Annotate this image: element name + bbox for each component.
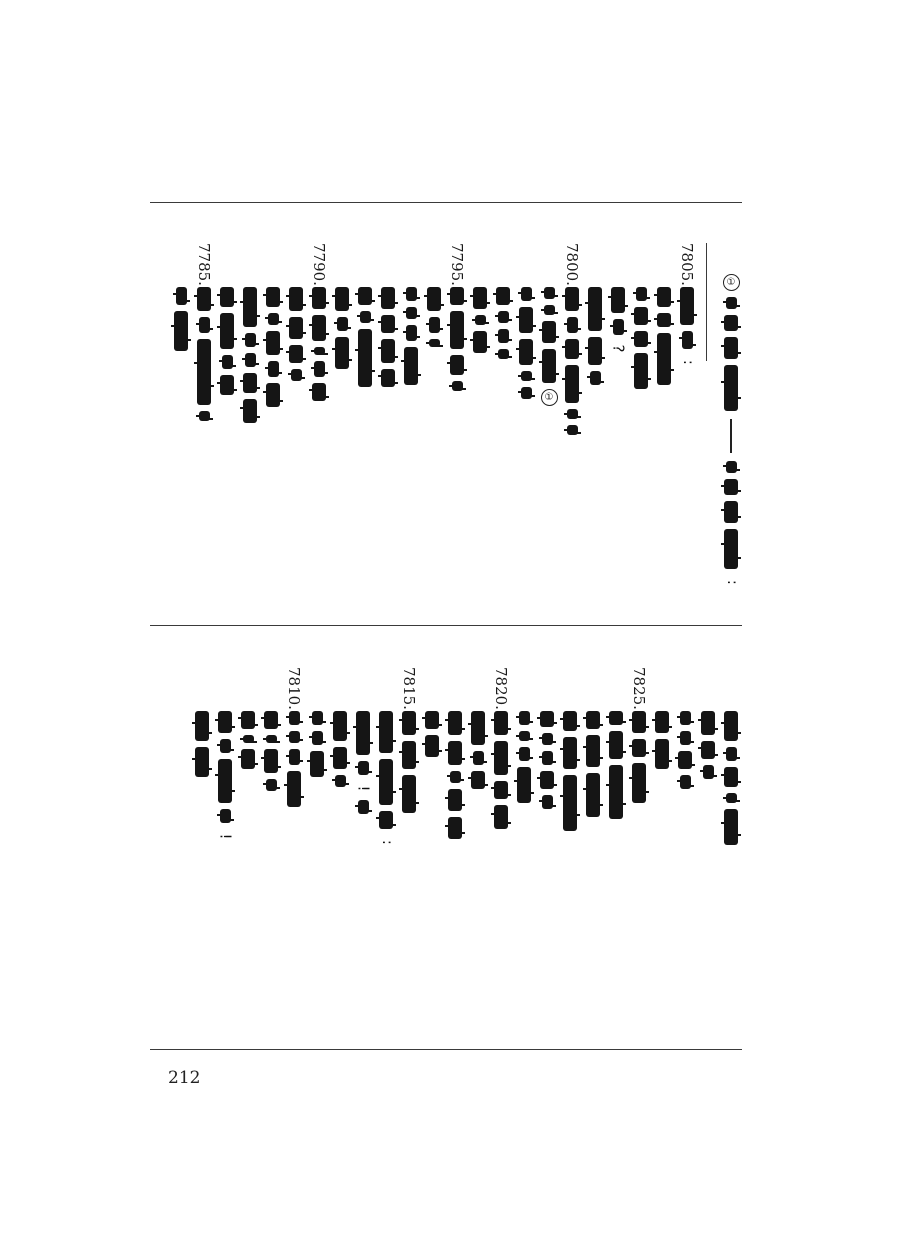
line-number: 7785. [195, 243, 213, 286]
line-number: 7810. [285, 667, 303, 710]
footnote-separator [706, 243, 707, 361]
verse-line: ? [607, 243, 629, 503]
verse-line [584, 243, 606, 503]
footnote-line [720, 274, 742, 585]
verse-line [237, 667, 259, 927]
verse-line [421, 667, 443, 927]
verse-line [605, 667, 627, 927]
verse-line [170, 243, 192, 503]
verse-line [329, 667, 351, 927]
line-number: 7800. [563, 243, 581, 286]
verse-line-7810 [283, 667, 305, 927]
verse-line-7815 [398, 667, 420, 927]
middle-rule [150, 625, 742, 626]
verse-line [331, 243, 353, 503]
verse-line [444, 667, 466, 927]
verse-line [515, 243, 537, 503]
em-dash [730, 419, 732, 453]
verse-line [400, 243, 422, 503]
line-number: 7805. [678, 243, 696, 286]
page-number: 212 [168, 1068, 201, 1088]
verse-line [720, 667, 742, 927]
verse-line [651, 667, 673, 927]
verse-line [653, 243, 675, 503]
verse-line-7795 [446, 243, 468, 503]
verse-line [191, 667, 213, 927]
verse-line [285, 243, 307, 503]
verse-line [262, 243, 284, 503]
verse-line [216, 243, 238, 503]
bottom-rule [150, 1049, 742, 1050]
verse-line [239, 243, 261, 503]
verse-line [674, 667, 696, 927]
verse-line [630, 243, 652, 503]
line-number: 7825. [630, 667, 648, 710]
verse-line [536, 667, 558, 927]
verse-line-7790 [308, 243, 330, 503]
line-number: 7790. [310, 243, 328, 286]
verse-line [306, 667, 328, 927]
verse-line [377, 243, 399, 503]
verse-line [492, 243, 514, 503]
verse-line [582, 667, 604, 927]
verse-line [559, 667, 581, 927]
footnote-reference: ① [541, 389, 558, 406]
footnote-text: ① ∶ [723, 274, 739, 594]
verse-line: ! [214, 667, 236, 927]
verse-line [423, 243, 445, 503]
verse-line [260, 667, 282, 927]
verse-line-7805: 7805. ∶ [678, 243, 697, 365]
verse-line [513, 667, 535, 927]
verse-line-7820 [490, 667, 512, 927]
verse-line: ! [352, 667, 374, 927]
verse-line-7785 [193, 243, 215, 503]
verse-line [469, 243, 491, 503]
verse-line: ∶ [375, 667, 397, 927]
verse-line-7800 [561, 243, 583, 503]
verse-line [467, 667, 489, 927]
verse-line-7825 [628, 667, 650, 927]
footnote-marker: ① [723, 274, 740, 291]
top-rule [150, 202, 742, 203]
line-number: 7815. [400, 667, 418, 710]
verse-line [538, 243, 560, 503]
verse-line [697, 667, 719, 927]
line-number: 7820. [492, 667, 510, 710]
verse-line [354, 243, 376, 503]
line-number: 7795. [448, 243, 466, 286]
